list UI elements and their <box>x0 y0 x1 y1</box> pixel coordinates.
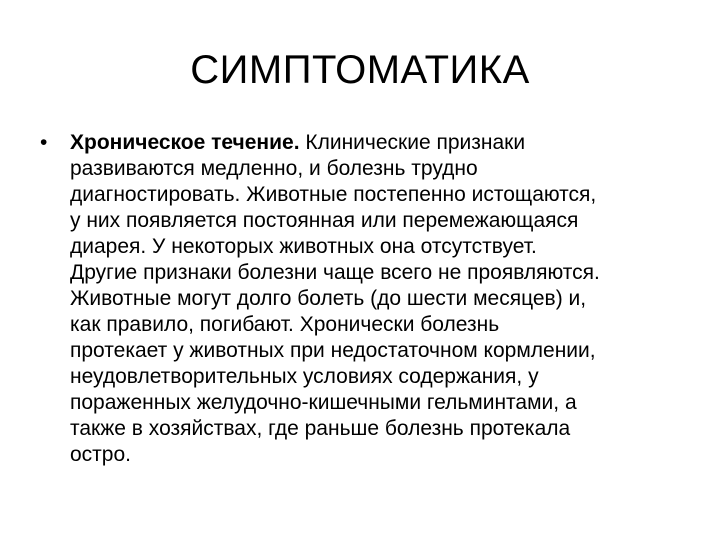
bullet-item <box>40 130 700 468</box>
bullet-icon: • <box>40 131 48 154</box>
bullet-line: также в хозяйствах, где раньше болезнь протекала <box>70 417 571 440</box>
bullet-line: неудовлетворительных условиях содержания, у <box>70 365 539 388</box>
slide-title: СИМПТОМАТИКА <box>190 48 530 92</box>
bullet-line: Другие признаки болезни чаще всего не проявляются. <box>70 261 600 284</box>
bullet-line: протекает у животных при недостаточном кормлении, <box>70 339 596 362</box>
bullet-line: остро. <box>70 443 131 466</box>
bullet-line: развиваются медленно, и болезнь трудно <box>70 157 478 180</box>
bullet-lead: Хроническое течение. <box>70 131 300 154</box>
bullet-line: Животные могут долго болеть (до шести месяцев) и, <box>70 287 587 310</box>
bullet-list <box>40 130 700 468</box>
bullet-first-line <box>70 130 700 156</box>
bullet-line: диагностировать. Животные постепенно истощаются, <box>70 183 597 206</box>
bullet-line: у них появляется постоянная или перемежающаяся <box>70 209 579 232</box>
bullet-line: диарея. У некоторых животных она отсутствует. <box>70 235 537 258</box>
bullet-line: пораженных желудочно-кишечными гельминтами, а <box>70 391 577 414</box>
bullet-first-line-rest: Клинические признаки <box>299 131 526 154</box>
bullet-line: как правило, погибают. Хронически болезнь <box>70 313 500 336</box>
